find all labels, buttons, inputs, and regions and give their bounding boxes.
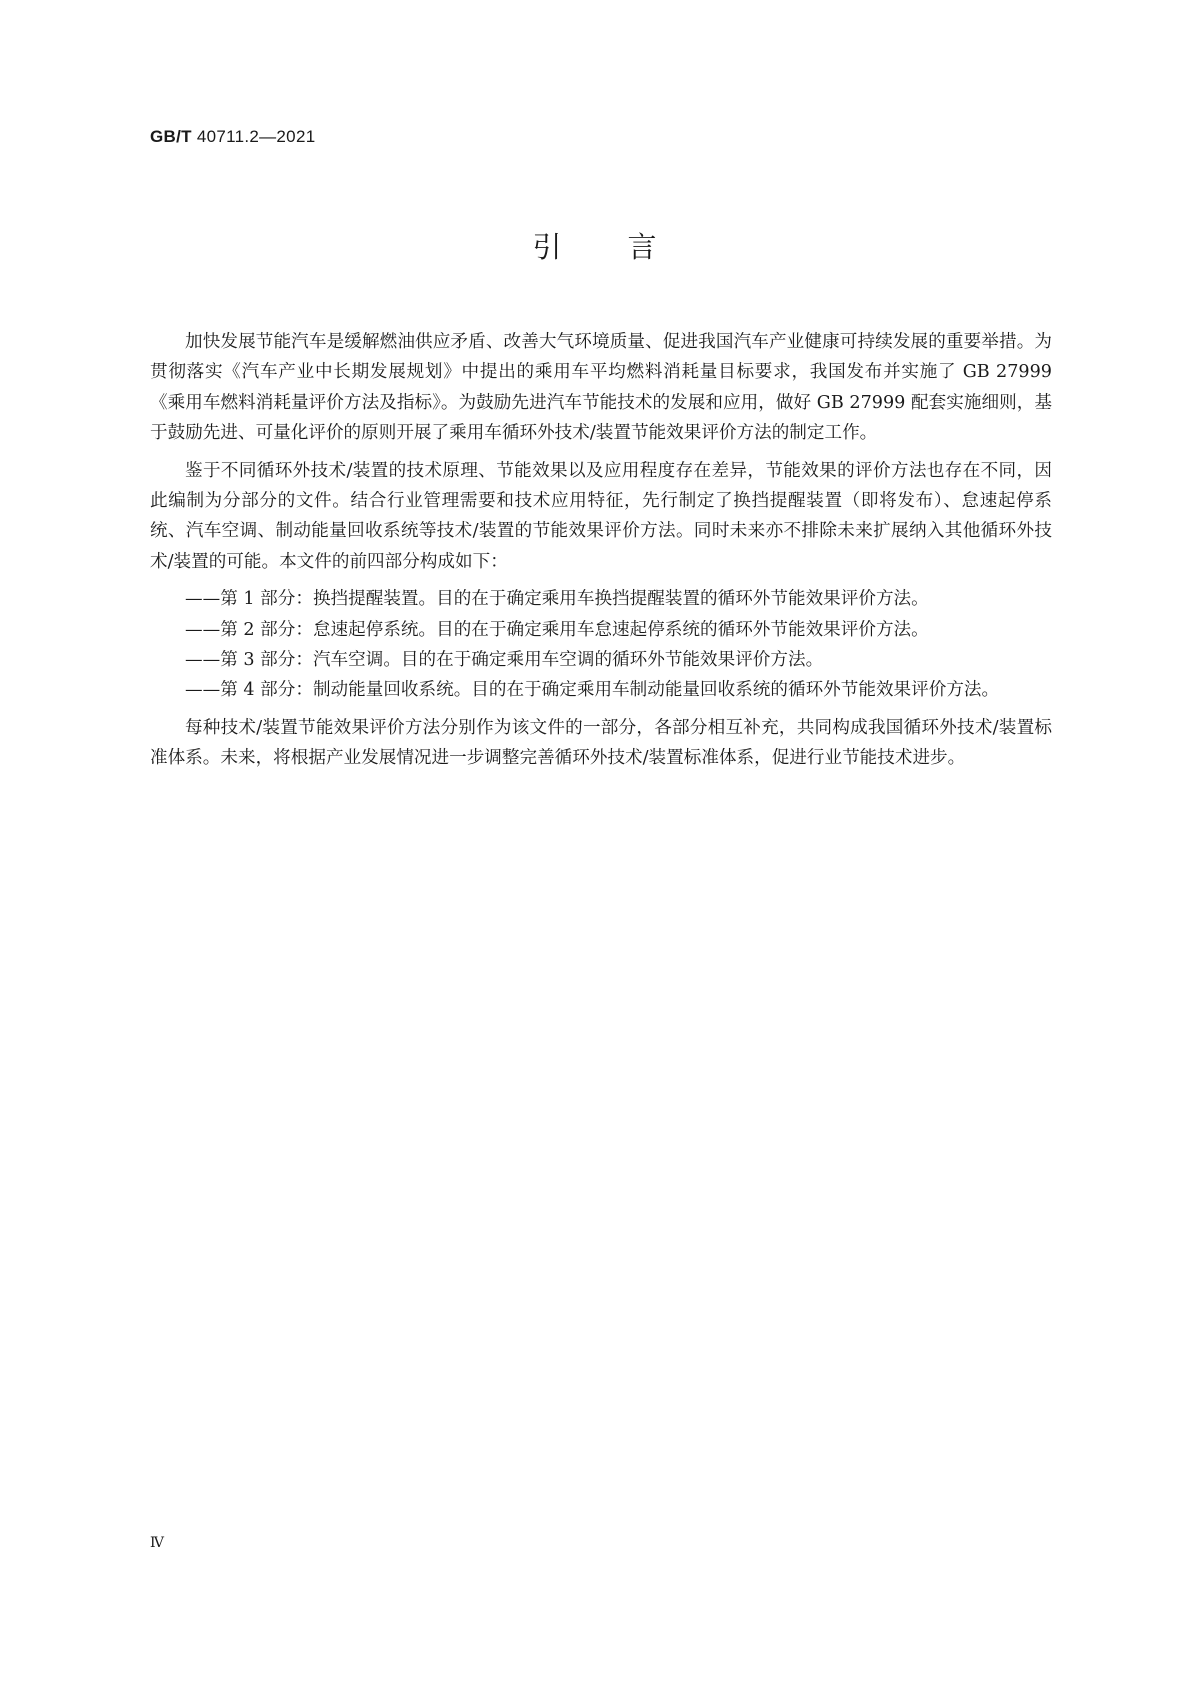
standard-number: 40711.2—2021	[196, 127, 316, 146]
title-char-2: 言	[627, 230, 659, 264]
page-number: Ⅳ	[150, 1535, 164, 1551]
paragraph-2: 鉴于不同循环外技术/装置的技术原理、节能效果以及应用程度存在差异，节能效果的评价方法也存在不同，因此编制为分部分的文件。结合行业管理需要和技术应用特征，先行制定了换挡提醒装置（即将发布）、怠速起停系统、汽车空调、制动能量回收系统等技术/装置的节能效果评价方法。同时未来亦不排除未来扩展纳入其他循环外技术/装置的可能。本文件的前四部分构成如下：	[150, 460, 1052, 572]
part-item-2: ——第 2 部分：怠速起停系统。目的在于确定乘用车怠速起停系统的循环外节能效果评价方法。	[185, 619, 929, 640]
part-item-1: ——第 1 部分：换挡提醒装置。目的在于确定乘用车换挡提醒装置的循环外节能效果评价方法。	[185, 589, 929, 610]
document-code	[150, 127, 315, 147]
part-item-4: ——第 4 部分：制动能量回收系统。目的在于确定乘用车制动能量回收系统的循环外节能效果评价方法。	[185, 680, 1000, 701]
page-title	[0, 225, 1191, 266]
introduction-body	[150, 327, 1052, 781]
parts-list	[150, 584, 1052, 706]
title-char-1: 引	[532, 230, 564, 264]
standard-prefix: GB/T	[150, 127, 192, 146]
part-item-3: ——第 3 部分：汽车空调。目的在于确定乘用车空调的循环外节能效果评价方法。	[185, 650, 824, 671]
paragraph-3: 每种技术/装置节能效果评价方法分别作为该文件的一部分，各部分相互补充，共同构成我国循环外技术/装置标准体系。未来，将根据产业发展情况进一步调整完善循环外技术/装置标准体系，促进行业节能技术进步。	[150, 717, 1052, 769]
paragraph-1: 加快发展节能汽车是缓解燃油供应矛盾、改善大气环境质量、促进我国汽车产业健康可持续发展的重要举措。为贯彻落实《汽车产业中长期发展规划》中提出的乘用车平均燃料消耗量目标要求，我国发布并实施了 GB 27999《乘用车燃料消耗量评价方法及指标》。为鼓励先进汽车节能技术的发展和应用，做好 GB 27999 配套实施细则，基于鼓励先进、可量化评价的原则开展了乘用车循环外技术/装置节能效果评价方法的制定工作。	[150, 332, 1052, 444]
